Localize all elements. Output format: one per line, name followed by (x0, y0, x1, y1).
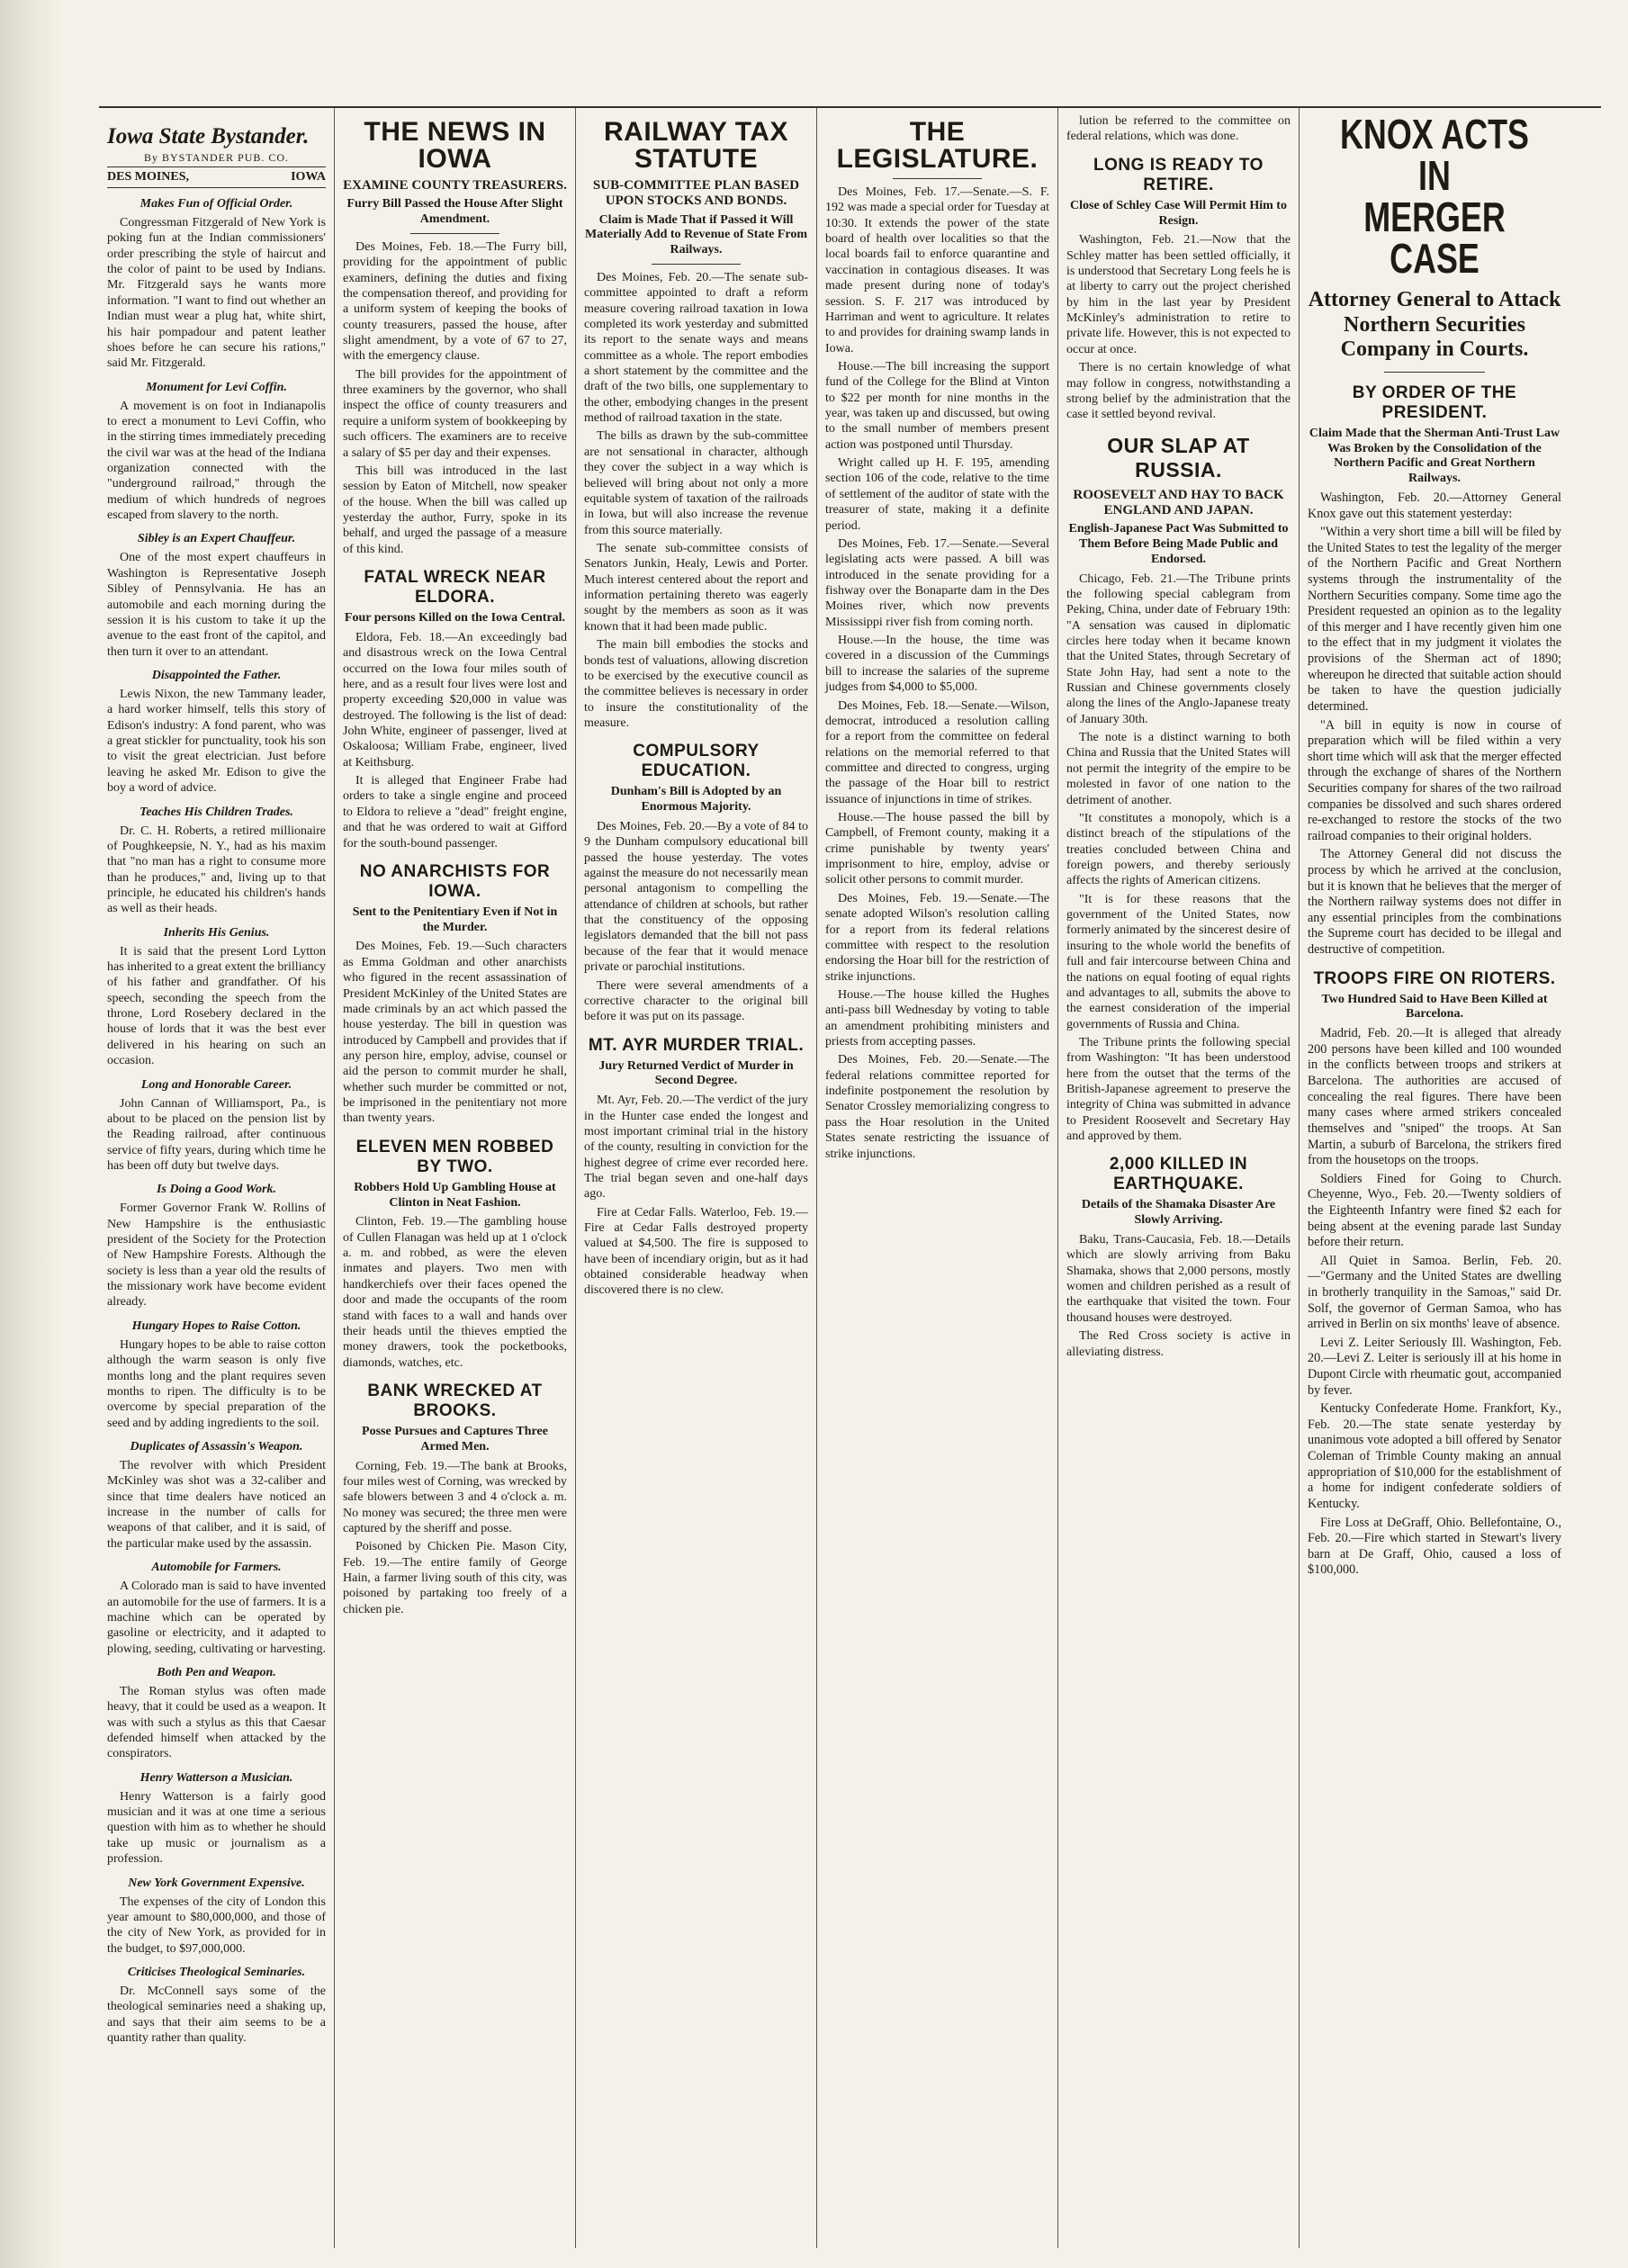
paragraph: Baku, Trans-Caucasia, Feb. 18.—Details which are slowly arriving from Baku Shamaka, shows that 2,000 persons, mostly women and children perished as a result of the earthquake that visited the town. Four thousand houses were destroyed. (1066, 1233, 1291, 1325)
brief-item-body: It is said that the present Lord Lytton has inherited to a great extent the brilliancy of his father and grandfather. Of his speech, seconding the speech from the throne, Lord Rosebery declared in the house of lords that it was the best ever delivered in his hearing on such an occasion. (107, 944, 326, 1068)
brief-item-body: John Cannan of Williamsport, Pa., is about to be placed on the pension list by the Reading railroad, after continuous service of fifty years, during which time he has been off duty but twelve days. (107, 1096, 326, 1173)
paragraph: The bill provides for the appointment of three examiners by the governor, who shall inspect the office of county treasurers and require a uniform system of bookkeeping by such officers. The examiners are to receive a salary of $5 per day and their expenses. (343, 367, 567, 460)
dateline-city: DES MOINES, (107, 170, 190, 184)
brief-item-body: The revolver with which President McKinley was shot was a 32-caliber and since that time dealers have noticed an increase in the number of calls for weapons of that caliber, and it is said, of the particular make used by the assassin. (107, 1459, 326, 1551)
paragraph: Corning, Feb. 19.—The bank at Brooks, four miles west of Corning, was wrecked by safe blowers between 3 and 4 o'clock a. m. No money was secured; the three men were captured by the sheriff and posse. (343, 1459, 567, 1535)
story-sub-bank: Posse Pursues and Captures Three Armed Men. (362, 1424, 548, 1454)
story-sub-earthquake: Details of the Shamaka Disaster Are Slowly Arriving. (1081, 1198, 1276, 1228)
paragraph: Levi Z. Leiter Seriously Ill. Washington, Feb. 20.—Levi Z. Leiter is seriously ill at his home in Dupont Circle with rheumatic gout, accompanied by fever. (1308, 1335, 1561, 1398)
paragraph: "It is for these reasons that the government of the United States, now formerly animated by the sincerest desire of insuring to the whole world the benefits of full and fair intercourse between China and the nations on equal footing of equal rights and advantages to all, submits the above to the earnest consideration of the imperial governments of Russia and China. (1066, 892, 1291, 1031)
paragraph: Des Moines, Feb. 17.—Senate.—S. F. 192 was made a special order for Tuesday at 10:30. It extends the power of the state board of health over localities so that the local boards fail to enforce quarantine and vaccination in contagious diseases. It was made present during none of today's session. S. F. 217 was introduced by Harriman and went to agriculture. It relates to and provides for draining swamp lands in Iowa. (825, 185, 1049, 356)
paragraph: "Within a very short time a bill will be filed by the United States to test the legality of the merger of the Northern Pacific and Great Northern systems through the instrumentality of the Northern Securities company. Some time ago the President requested an opinion as to the legality of this merger and I have recently given him one to the effect that in my judgment it violates the provisions of the Sherman act of 1890; whereupon he directed that suitable action should be taken to have the question judicially determined. (1308, 525, 1561, 714)
brief-item-body: Hungary hopes to be able to raise cotton although the warm season is only five months long and the plant requires seven months to ripen. The difficulty is to be overcome by special preparation of the seed and by adding ingredients to the soil. (107, 1337, 326, 1430)
story-sub-robbed: Robbers Hold Up Gambling House at Clinton in Neat Fashion. (354, 1180, 556, 1210)
paragraph: Des Moines, Feb. 20.—Senate.—The federal relations committee reported for indefinite postponement the resolution by Senator Crossley memorializing congress to pass the Hoar resolution in the United States senate restricting the issuance of strike injunctions. (825, 1053, 1049, 1161)
story-body (825, 184, 1049, 1162)
paragraph: Des Moines, Feb. 20.—By a vote of 84 to 9 the Dunham compulsory educational bill passed the house yesterday. The votes against the measure do not necessarily mean personal antagonism to compelling the attendance of children at schools, but rather that the constituency of the opposing legislators demanded that the bill not pass because of the fear that it would menace private or parochial institutions. (584, 819, 808, 975)
paragraph: Chicago, Feb. 21.—The Tribune prints the following special cablegram from Peking, China, under date of February 19th: "A sensation was caused in diplomatic circles here today when it became known that the United States, through Secretary of State John Hay, had sent a note to the Russian and Chinese governments closely along the lines of the Anglo-Japanese treaty of January 30th. (1066, 572, 1291, 726)
sub-deck-sherman: Claim Made that the Sherman Anti-Trust Law Was Broken by the Consolidation of the Northern Pacific and Great Northern Railways. (1309, 426, 1561, 486)
column-5 (1058, 108, 1300, 2248)
paragraph: Des Moines, Feb. 18.—Senate.—Wilson, democrat, introduced a resolution calling for a report from the committee on federal relations on the memorial referred to that committee and directed to congress, urging the passage of the Hoar bill to restrict issuance of injunctions in time of strikes. (825, 698, 1049, 806)
paragraph: Clinton, Feb. 19.—The gambling house of Cullen Flanagan was held up at 1 o'clock a. m. and robbed, as were the eleven inmates and players. Two men with handkerchiefs over their faces opened the door and made the occupants of the room stand with faces to a wall and hands over their heads until the thieves emptied the money drawers, took the pocketbooks, diamonds, watches, etc. (343, 1215, 567, 1370)
brief-item-head: Long and Honorable Career. (140, 1077, 292, 1092)
story-head-long: LONG IS READY TO RETIRE. (1093, 155, 1264, 194)
paragraph: Des Moines, Feb. 19.—Such characters as Emma Goldman and other anarchists who figured in the recent assassination of President McKinley of the United States are made criminals by an act which passed the house yesterday. The bill in question was introduced by Campbell and provides that if any person hire, employ, advise, counsel or aid the person to commit murder he shall, whether such murder be committed or not, be imprisoned in the penitentiary not more than twenty years. (343, 940, 567, 1126)
brief-item-body: The Roman stylus was often made heavy, that it could be used as a weapon. It was with such a stylus as this that Caesar defended himself when attacked by the conspirators. (107, 1684, 326, 1761)
story-body-knox (1308, 490, 1561, 958)
story-body-earthquake (1066, 1232, 1291, 1360)
divider (410, 233, 500, 234)
column-3 (576, 108, 817, 2248)
brief-items (107, 197, 326, 2046)
paragraph: Poisoned by Chicken Pie. Mason City, Feb. 19.—The entire family of George Hain, a farmer living south of this city, was poisoned by partaking too freely of a chicken pie. (343, 1540, 567, 1616)
paragraph: Des Moines, Feb. 18.—The Furry bill, providing for the appointment of public examiners, defining the duties and fixing the compensation thereof, and providing for a uniform system of keeping the books of county treasurers, passed the house, after slight amendment, by a vote of 67 to 27, with the emergency clause. (343, 239, 567, 364)
story-body-murder-trial (584, 1093, 808, 1299)
column-grid (99, 106, 1601, 2248)
brief-item-body: A Colorado man is said to have invented an automobile for the use of farmers. It is a machine which can be operated by gasoline or electricity, and it adapted to plowing, seeding, cultivating or harvesting. (107, 1580, 327, 1656)
column-2 (335, 108, 576, 2248)
headline-railway-tax: RAILWAY TAX STATUTE (604, 117, 788, 174)
dateline-state: IOWA (291, 170, 326, 184)
story-head-robbed: ELEVEN MEN ROBBED BY TWO. (355, 1137, 554, 1176)
sub-head-president: BY ORDER OF THE PRESIDENT. (1352, 382, 1517, 422)
deck-subcommittee: SUB-COMMITTEE PLAN BASED UPON STOCKS AND BONDS. (592, 178, 800, 209)
paragraph: House.—The house killed the Hughes anti-pass bill Wednesday by voting to table an amendment prohibiting ministers and priests from accepting passes. (825, 987, 1049, 1049)
story-sub-troops: Two Hundred Said to Have Been Killed at Barcelona. (1321, 992, 1548, 1022)
brief-item-body: Former Governor Frank W. Rollins of New Hampshire is the enthusiastic president of the Society for the Protection of New Hampshire Forests. Although the society is less than a year old the results of the missionary work have become evident already. (107, 1202, 326, 1310)
page-edge-shadow (0, 0, 63, 2268)
brief-item-body: The expenses of the city of London this year amount to $80,000,000, and those of the city of New York, as provided for in the budget, to $97,000,000. (107, 1894, 326, 1956)
column-1 (99, 108, 335, 2248)
story-body (343, 239, 567, 557)
paragraph: Madrid, Feb. 20.—It is alleged that already 200 persons have been killed and 100 wounded in the conflicts between troops and strikers at Barcelona. The authorities are accused of concealing the real figures. There have been many cases where armed strikers concealed themselves and "sniped" the troops. At San Martin, a suburb of Barcelona, the strikers fired from the housetops on the troops. (1308, 1026, 1561, 1168)
paragraph: The note is a distinct warning to both China and Russia that the United States will not permit the integrity of the empire to be molested in favor of one nation to the detriment of another. (1066, 731, 1291, 807)
paragraph: The bills as drawn by the sub-committee are not sensational in character, although they cover the subject in a way which is believed will bring about not only a more equitable system of taxation of the railroads in Iowa, but will also increase the revenue from this source materially. (584, 429, 808, 537)
paragraph: Des Moines, Feb. 19.—Senate.—The senate adopted Wilson's resolution calling for a report from its federal relations committee with respect to the resolution endorsing the Hoar bill for the restriction of strike injunctions. (825, 891, 1049, 984)
story-head-earthquake: 2,000 KILLED IN EARTHQUAKE. (1109, 1155, 1248, 1194)
column-6 (1300, 108, 1570, 2248)
divider (652, 264, 742, 265)
paragraph: Fire Loss at DeGraff, Ohio. Bellefontaine, O., Feb. 20.—Fire which started in Stewart's livery barn at De Graff, Ohio, caused a loss of $100,000. (1308, 1515, 1561, 1578)
paragraph: Des Moines, Feb. 17.—Senate.—Several legislating acts were passed. A bill was introduced in the senate providing for a fishway over the Bonaparte dam in the Des Moines river, which now prevents Mississippi river fish from coming north. (825, 536, 1049, 629)
divider (893, 178, 983, 179)
story-head-bank: BANK WRECKED AT BROOKS. (367, 1381, 543, 1420)
brief-item-head: Duplicates of Assassin's Weapon. (130, 1440, 303, 1454)
paragraph: The senate sub-committee consists of Senators Junkin, Healy, Lewis and Porter. Much interest centered about the report and information pertaining thereto was eagerly sought by the members as soon as it was known that it had been made public. (584, 542, 808, 634)
masthead-title: Iowa State Bystander. (107, 124, 310, 148)
paragraph: Des Moines, Feb. 20.—The senate sub-committee appointed to draft a reform measure covering railroad taxation in Iowa completed its work yesterday and submitted its report to the senate ways and means committee as a whole. The report embodies a short statement by the committee and the draft of the two bills, one supplementary to the other, embodying changes in the present method of railroad taxation in the state. (584, 270, 808, 426)
story-head-education: COMPULSORY EDUCATION. (633, 742, 760, 781)
paragraph: The Red Cross society is active in alleviating distress. (1066, 1329, 1291, 1359)
paragraph: This bill was introduced in the last session by Eaton of Mitchell, now speaker of the house. When the bill was called up yesterday the author, Furry, spoke in its behalf, and urged the passage of a measure of this kind. (343, 464, 567, 556)
story-body-bank (343, 1459, 567, 1618)
paragraph: It is alleged that Engineer Frabe had orders to take a single engine and proceed to Eldora to relieve a "dead" freight engine, and that he was ordered to wait at Gifford for the south-bound passenger. (343, 774, 567, 850)
story-head-russia: OUR SLAP AT RUSSIA. (1107, 433, 1250, 482)
column-4 (817, 108, 1058, 2248)
paragraph: The main bill embodies the stocks and bonds test of valuations, allowing discretion to be exercised by the executive council as the committee believes is necessary in order to insure the constitutionality of the measure. (584, 638, 808, 730)
story-body-anarchists (343, 939, 567, 1126)
deck-attorney-general: Attorney General to Attack Northern Securities Company in Courts. (1308, 288, 1561, 362)
story-head-murder-trial: MT. AYR MURDER TRIAL. (588, 1035, 805, 1055)
story-sub-education: Dunham's Bill is Adopted by an Enormous Majority. (610, 785, 782, 814)
paragraph: Fire at Cedar Falls. Waterloo, Feb. 19.—Fire at Cedar Falls destroyed property valued at $4,500. The fire is supposed to have been of incendiary origin, but as it had obtained considerable headway when discovered there is no clew. (584, 1205, 808, 1298)
paragraph: "A bill in equity is now in course of preparation which will be filed within a very short time which will ask that the merger effected through the exchange of shares of the Northern Securities company for shares of the two railroad companies be dissolved and such shares ordered re-exchanged to restore the stocks of the two railroad companies to their original holders. (1308, 717, 1561, 843)
paragraph: "It constitutes a monopoly, which is a distinct breach of the stipulations of the treaties concluded between China and foreign powers, and thereby seriously affects the rights of American citizens. (1066, 811, 1291, 888)
story-sub-long: Close of Schley Case Will Permit Him to Resign. (1070, 198, 1287, 228)
story-head-troops: TROOPS FIRE ON RIOTERS. (1313, 968, 1556, 988)
paragraph: The Tribune prints the following special from Washington: "It has been understood here from the outset that the terms of the British-Japanese agreement to preserve the integrity of China was submitted in advance to President Roosevelt and Secretary Hay and approved by them. (1066, 1035, 1291, 1144)
story-deck-russia: ROOSEVELT AND HAY TO BACK ENGLAND AND JAPAN. (1073, 487, 1284, 518)
story-head-wreck: FATAL WRECK NEAR ELDORA. (364, 568, 546, 608)
story-body-russia (1066, 572, 1291, 1145)
brief-item-head: Inherits His Genius. (163, 925, 270, 940)
brief-item-head: Is Doing a Good Work. (157, 1183, 276, 1197)
paragraph: Washington, Feb. 20.—Attorney General Knox gave out this statement yesterday: (1308, 490, 1561, 521)
story-sub-anarchists: Sent to the Penitentiary Even if Not in the Murder. (352, 904, 558, 934)
brief-item-head: New York Government Expensive. (128, 1876, 305, 1890)
masthead-byline: By BYSTANDER PUB. CO. (143, 151, 290, 164)
paragraph: There is no certain knowledge of what may follow in congress, notwithstanding a strong belief by the administration that the case it settled beyond revival. (1066, 361, 1291, 422)
story-body-wreck (343, 630, 567, 851)
paragraph: Kentucky Confederate Home. Frankfort, Ky., Feb. 20.—The state senate yesterday by unanimous vote adopted a bill offered by Senator Coleman of Trimble County making an annual appropriation of $10,000 for the establishment of a home for indigent confederate soldiers of Kentucky. (1308, 1401, 1561, 1511)
paragraph: House.—In the house, the time was covered in a discussion of the Cummings bill to increase the salaries of the supreme judges from $4,000 to $5,000. (825, 634, 1049, 695)
paragraph: House.—The house passed the bill by Campbell, of Fremont county, making it a crime punishable by twenty years' imprisonment to hire, employ, advise or solicit other persons to commit murder. (825, 811, 1049, 887)
paragraph: Wright called up H. F. 195, amending section 106 of the code, relative to the time of settlement of the auditor of state with the treasurer of state, making it a definite period. (825, 456, 1049, 533)
story-sub-wreck: Four persons Killed on the Iowa Central. (344, 611, 566, 626)
paragraph: All Quiet in Samoa. Berlin, Feb. 20.—"Germany and the United States are dwelling in brotherly tranquility in the Samoas," said Dr. Solf, the governor of German Samoa, who has arrived in Berlin on six months' leave of absence. (1308, 1253, 1561, 1332)
story-body-troops (1308, 1026, 1561, 1579)
paragraph: There were several amendments of a corrective character to the original bill before it was put on its passage. (584, 978, 808, 1024)
brief-item-body: Henry Watterson is a fairly good musician and it was at one time a serious question with him as to whether he should take up music or journalism as a profession. (107, 1789, 326, 1867)
brief-item-body: Lewis Nixon, the new Tammany leader, a hard worker himself, tells this story of Edison's industry: A fond parent, who was a great stickler for punctuality, took his son to visit the great electrician. Just before leaving he asked Mr. Edison to give the boy a word of advice. (107, 687, 326, 796)
paragraph: House.—The bill increasing the support fund of the College for the Blind at Vinton to $22 per month for nine months in the year, was taken up and discussed, but owing to the small number of members present action was postponed until Thursday. (825, 359, 1049, 452)
headline-knox-1: KNOX ACTS IN (1340, 111, 1529, 199)
brief-item-head: Monument for Levi Coffin. (146, 380, 287, 394)
brief-item-head: Both Pen and Weapon. (157, 1665, 276, 1679)
masthead-dateline (107, 166, 326, 188)
story-head-anarchists: NO ANARCHISTS FOR IOWA. (359, 861, 551, 901)
brief-item-head: Disappointed the Father. (151, 668, 282, 682)
brief-item-head: Teaches His Children Trades. (139, 805, 293, 819)
paragraph: lution be referred to the committee on federal relations, which was done. (1066, 114, 1291, 144)
brief-item-body: One of the most expert chauffeurs in Washington is Representative Joseph Sibley of Pennsylvania. He has an automobile and each morning during the session it is his custom to take it up the avenue to the east front of the capitol, and then turn it over to an attendant. (107, 551, 326, 659)
headline-legislature: THE LEGISLATURE. (836, 117, 1039, 174)
paragraph: Soldiers Fined for Going to Church. Cheyenne, Wyo., Feb. 20.—Twenty soldiers of the Eighteenth Infantry were fined $2 each for being absent at the evening parade last Sunday before their return. (1308, 1171, 1561, 1250)
paragraph: Mt. Ayr, Feb. 20.—The verdict of the jury in the Hunter case ended the longest and most important criminal trial in the history of the county, resulting in conviction for the highest degree of crime ever recorded here. The trial began seven and one-half days ago. (584, 1094, 808, 1202)
headline-news-in-iowa: THE NEWS IN IOWA (364, 117, 546, 174)
brief-item-head: Makes Fun of Official Order. (139, 197, 293, 211)
story-body-robbed (343, 1214, 567, 1371)
paragraph: Eldora, Feb. 18.—An exceedingly bad and disastrous wreck on the Iowa Central occurred on the Iowa four miles south of here, and as a result four lives were lost and property exceeding $20,000 in value was destroyed. The following is the list of dead: John White, engineer of passenger, lived at Oskaloosa; William Frabe, engineer, lived at Keithsburg. (343, 630, 567, 770)
brief-item-head: Henry Watterson a Musician. (139, 1770, 293, 1785)
paragraph: The Attorney General did not discuss the process by which he arrived at the conclusion, but it is known that he believes that the merger of the Northern railway systems does not differ in any essential principles from the combinations the Supreme court has decided to be illegal and destructive of competition. (1308, 847, 1561, 958)
divider (1384, 372, 1486, 373)
brief-item-head: Criticises Theological Seminaries. (127, 1965, 306, 1979)
brief-item-body: A movement is on foot in Indianapolis to erect a monument to Levi Coffin, who in the stirring times immediately preceding the civil war was at the head of the Indiana organization connected with the "underground railroad," through the medium of which hundreds of negroes escaped from slavery to the north. (107, 399, 326, 523)
story-body (584, 270, 808, 731)
headline-knox-2: MERGER CASE (1363, 194, 1506, 282)
brief-item-body: Congressman Fitzgerald of New York is poking fun at the Indian commissioners' order prescribing the style of haircut and the color of paint to be used by Indians. Mr. Fitzgerald says he wants more information. "I want to find out whether an Indian must wear a plug hat, white shirt, his hair pompadour and patent leather shoes before he can secure his rations," said Mr. Fitzgerald. (107, 216, 326, 371)
story-body-education (584, 819, 808, 1025)
deck-examine-treasurers: EXAMINE COUNTY TREASURERS. (343, 178, 567, 193)
brief-item-body: Dr. C. H. Roberts, a retired millionaire of Poughkeepsie, N. Y., had as his maxim that "no man has a right to consume more than he produces," and, living up to that principle, he educated his children's hands as well as their heads. (107, 824, 326, 916)
brief-item-head: Hungary Hopes to Raise Cotton. (131, 1318, 301, 1333)
story-body-continued (1066, 113, 1291, 145)
brief-item-body: Dr. McConnell says some of the theological seminaries need a shaking up, and says that their aim seems to be a quantity rather than quality. (107, 1984, 326, 2046)
brief-item-head: Sibley is an Expert Chauffeur. (137, 532, 296, 546)
story-sub-murder-trial: Jury Returned Verdict of Murder in Second Degree. (598, 1058, 794, 1088)
paragraph: Washington, Feb. 21.—Now that the Schley matter has been settled officially, it is understood that Secretary Long feels he is at liberty to carry out the project cherished by him in the last year by President McKinley's administration to retire to private life. However, this is not expected to occur at once. (1066, 233, 1291, 356)
brief-item-head: Automobile for Farmers. (151, 1561, 282, 1575)
subdeck-furry-bill: Furry Bill Passed the House After Slight Amendment. (346, 197, 563, 227)
subdeck-claim: Claim is Made That if Passed it Will Materially Add to Revenue of State From Railways. (584, 212, 808, 257)
story-body-long (1066, 232, 1291, 422)
story-sub-russia: English-Japanese Pact Was Submitted to Them Before Being Made Public and Endorsed. (1068, 522, 1289, 566)
